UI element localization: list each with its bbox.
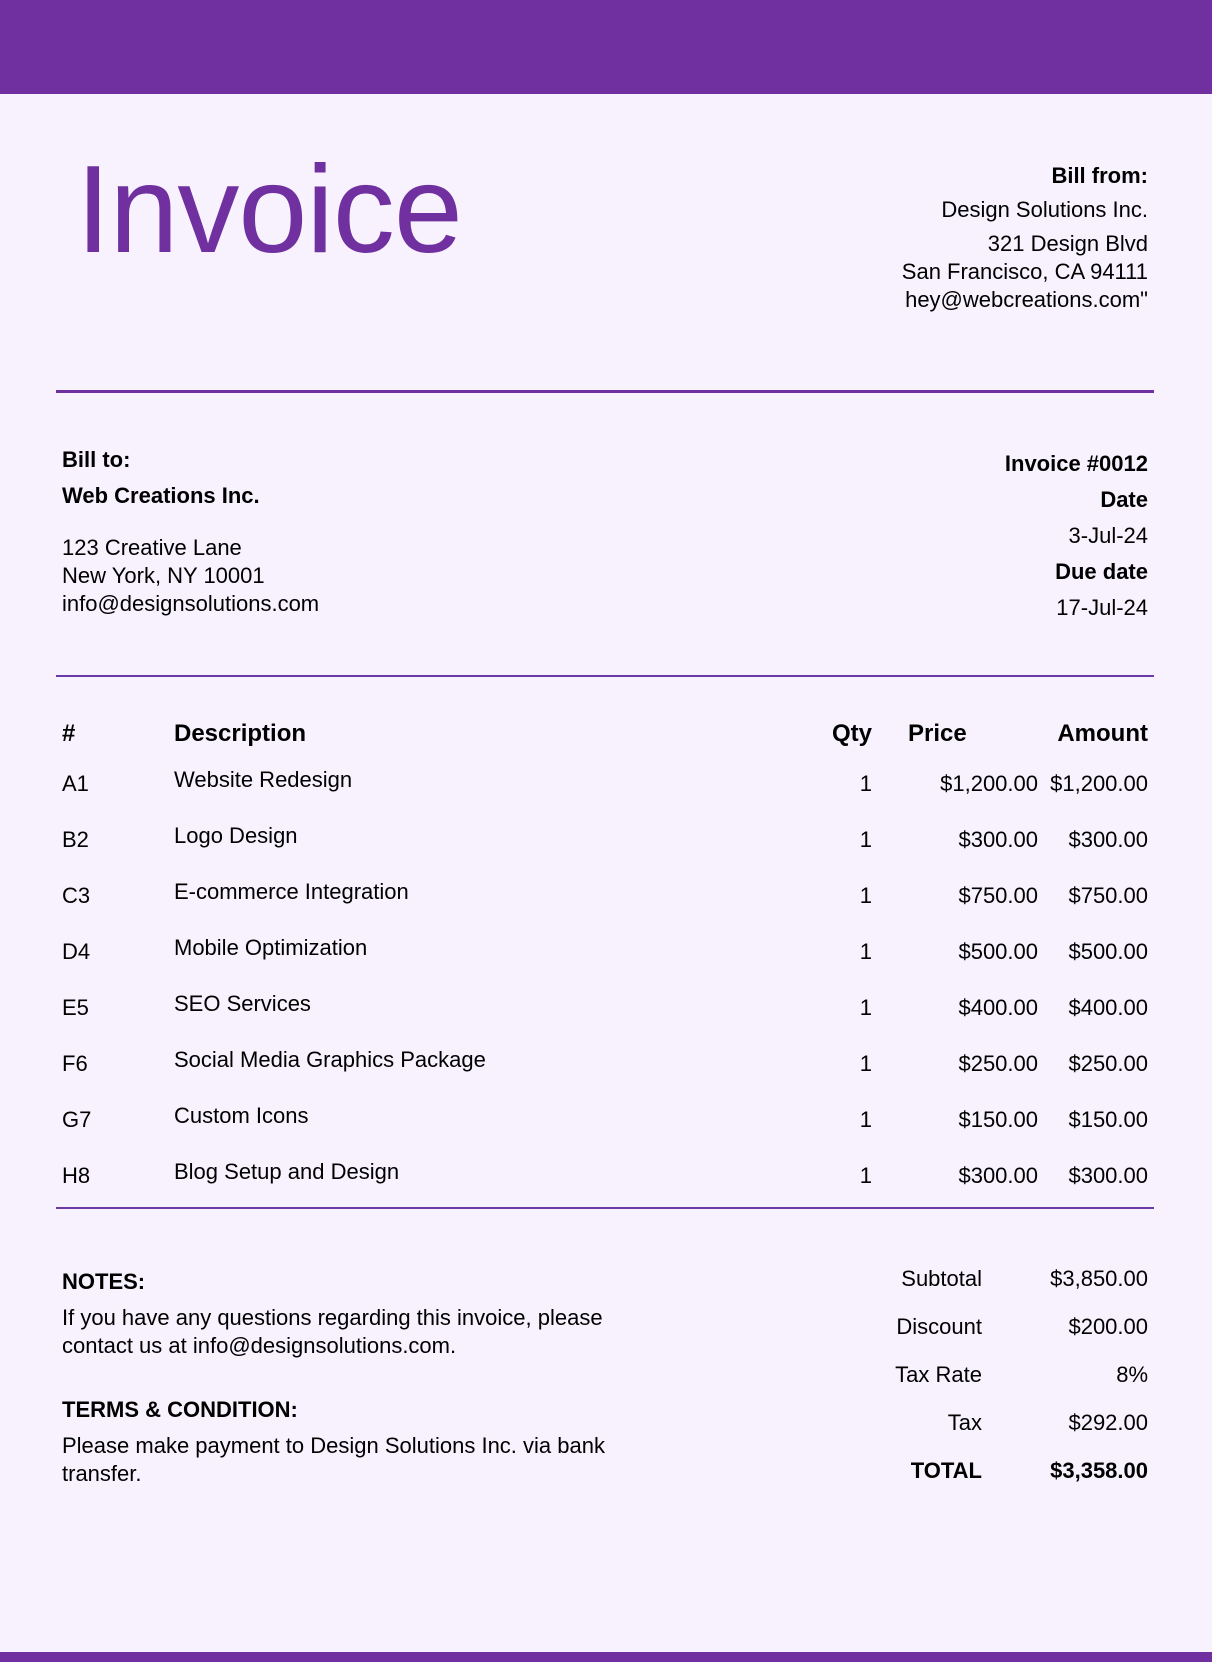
tax-rate-row xyxy=(820,1362,1148,1410)
table-divider xyxy=(56,1207,1154,1209)
row-qty: 1 xyxy=(859,1163,872,1188)
bill-from-block xyxy=(902,162,1148,314)
table-row xyxy=(56,868,1154,924)
bill-to-email: info@designsolutions.com xyxy=(62,591,320,616)
invoice-meta-block xyxy=(1005,446,1148,626)
invoice-due-date: 17-Jul-24 xyxy=(1056,595,1148,620)
invoice-number: Invoice #0012 xyxy=(1004,451,1148,476)
col-header-price: Price xyxy=(908,720,967,747)
table-header-row xyxy=(56,712,1154,756)
row-qty: 1 xyxy=(859,939,872,964)
row-code: E5 xyxy=(62,995,89,1020)
row-price: $150.00 xyxy=(958,1107,1038,1132)
row-description: E-commerce Integration xyxy=(174,879,409,904)
invoice-date-label: Date xyxy=(1100,487,1148,512)
tax-rate-value: 8% xyxy=(1116,1362,1148,1387)
page-title: Invoice xyxy=(76,141,462,279)
table-row xyxy=(56,756,1154,812)
row-description: Website Redesign xyxy=(174,767,353,792)
discount-label: Discount xyxy=(896,1314,982,1339)
row-description: Blog Setup and Design xyxy=(174,1159,400,1184)
bill-to-block xyxy=(62,446,319,618)
row-description: Logo Design xyxy=(174,823,298,848)
row-code: G7 xyxy=(62,1107,92,1132)
terms-heading: TERMS & CONDITION: xyxy=(62,1397,298,1422)
tax-value: $292.00 xyxy=(1068,1410,1148,1435)
subtotal-row xyxy=(820,1266,1148,1314)
row-description: Custom Icons xyxy=(174,1103,309,1128)
row-amount: $250.00 xyxy=(1068,1051,1148,1076)
discount-row xyxy=(820,1314,1148,1362)
row-price: $750.00 xyxy=(958,883,1038,908)
row-price: $300.00 xyxy=(958,1163,1038,1188)
col-header-amount: Amount xyxy=(1057,720,1148,747)
col-header-description: Description xyxy=(174,720,307,747)
notes-block xyxy=(62,1268,662,1488)
tax-row xyxy=(820,1410,1148,1458)
row-amount: $400.00 xyxy=(1068,995,1148,1020)
header-divider xyxy=(56,390,1154,393)
table-row xyxy=(56,1092,1154,1148)
subtotal-value: $3,850.00 xyxy=(1050,1266,1148,1291)
row-code: C3 xyxy=(62,883,91,908)
bill-from-company: Design Solutions Inc. xyxy=(941,197,1148,222)
row-description: SEO Services xyxy=(174,991,311,1016)
notes-heading: NOTES: xyxy=(62,1269,146,1294)
row-amount: $300.00 xyxy=(1068,1163,1148,1188)
col-header-code: # xyxy=(62,720,76,747)
subtotal-label: Subtotal xyxy=(901,1266,982,1291)
row-qty: 1 xyxy=(859,1051,872,1076)
discount-value: $200.00 xyxy=(1068,1314,1148,1339)
table-row xyxy=(56,812,1154,868)
bill-to-company: Web Creations Inc. xyxy=(62,483,260,508)
row-amount: $1,200.00 xyxy=(1050,771,1148,796)
row-qty: 1 xyxy=(859,1107,872,1132)
row-qty: 1 xyxy=(859,883,872,908)
row-qty: 1 xyxy=(859,771,872,796)
row-qty: 1 xyxy=(859,995,872,1020)
row-amount: $300.00 xyxy=(1068,827,1148,852)
row-code: F6 xyxy=(62,1051,88,1076)
table-row xyxy=(56,1148,1154,1204)
row-amount: $150.00 xyxy=(1068,1107,1148,1132)
row-description: Social Media Graphics Package xyxy=(174,1047,486,1072)
col-header-qty: Qty xyxy=(831,720,872,747)
row-price: $1,200.00 xyxy=(940,771,1038,796)
row-price: $300.00 xyxy=(958,827,1038,852)
line-items-table xyxy=(56,712,1154,1204)
total-label: TOTAL xyxy=(910,1458,982,1483)
bill-from-street: 321 Design Blvd xyxy=(987,231,1148,256)
total-row xyxy=(820,1458,1148,1506)
row-code: B2 xyxy=(62,827,89,852)
tax-label: Tax xyxy=(947,1410,982,1435)
bill-from-email: hey@webcreations.com" xyxy=(905,287,1148,312)
row-price: $500.00 xyxy=(958,939,1038,964)
bill-from-city: San Francisco, CA 94111 xyxy=(901,259,1148,284)
total-value: $3,358.00 xyxy=(1050,1458,1148,1483)
terms-body: Please make payment to Design Solutions Inc. via bank transfer. xyxy=(62,1433,605,1486)
bill-from-heading: Bill from: xyxy=(1051,163,1148,188)
header-band xyxy=(0,0,1212,94)
table-row xyxy=(56,924,1154,980)
meta-divider xyxy=(56,675,1154,677)
row-amount: $750.00 xyxy=(1068,883,1148,908)
table-row xyxy=(56,980,1154,1036)
tax-rate-label: Tax Rate xyxy=(895,1362,982,1387)
totals-block xyxy=(820,1266,1148,1506)
table-row xyxy=(56,1036,1154,1092)
row-amount: $500.00 xyxy=(1068,939,1148,964)
row-qty: 1 xyxy=(859,827,872,852)
row-code: D4 xyxy=(62,939,91,964)
invoice-date: 3-Jul-24 xyxy=(1068,523,1148,548)
footer-band xyxy=(0,1652,1212,1662)
row-price: $400.00 xyxy=(958,995,1038,1020)
invoice-due-label: Due date xyxy=(1055,559,1148,584)
bill-to-street: 123 Creative Lane xyxy=(62,535,242,560)
bill-to-city: New York, NY 10001 xyxy=(62,563,265,588)
bill-to-heading: Bill to: xyxy=(62,447,131,472)
row-description: Mobile Optimization xyxy=(174,935,368,960)
row-code: H8 xyxy=(62,1163,91,1188)
row-price: $250.00 xyxy=(958,1051,1038,1076)
notes-body: If you have any questions regarding this invoice, please contact us at info@designsolutions.com. xyxy=(62,1305,603,1358)
row-code: A1 xyxy=(62,771,89,796)
